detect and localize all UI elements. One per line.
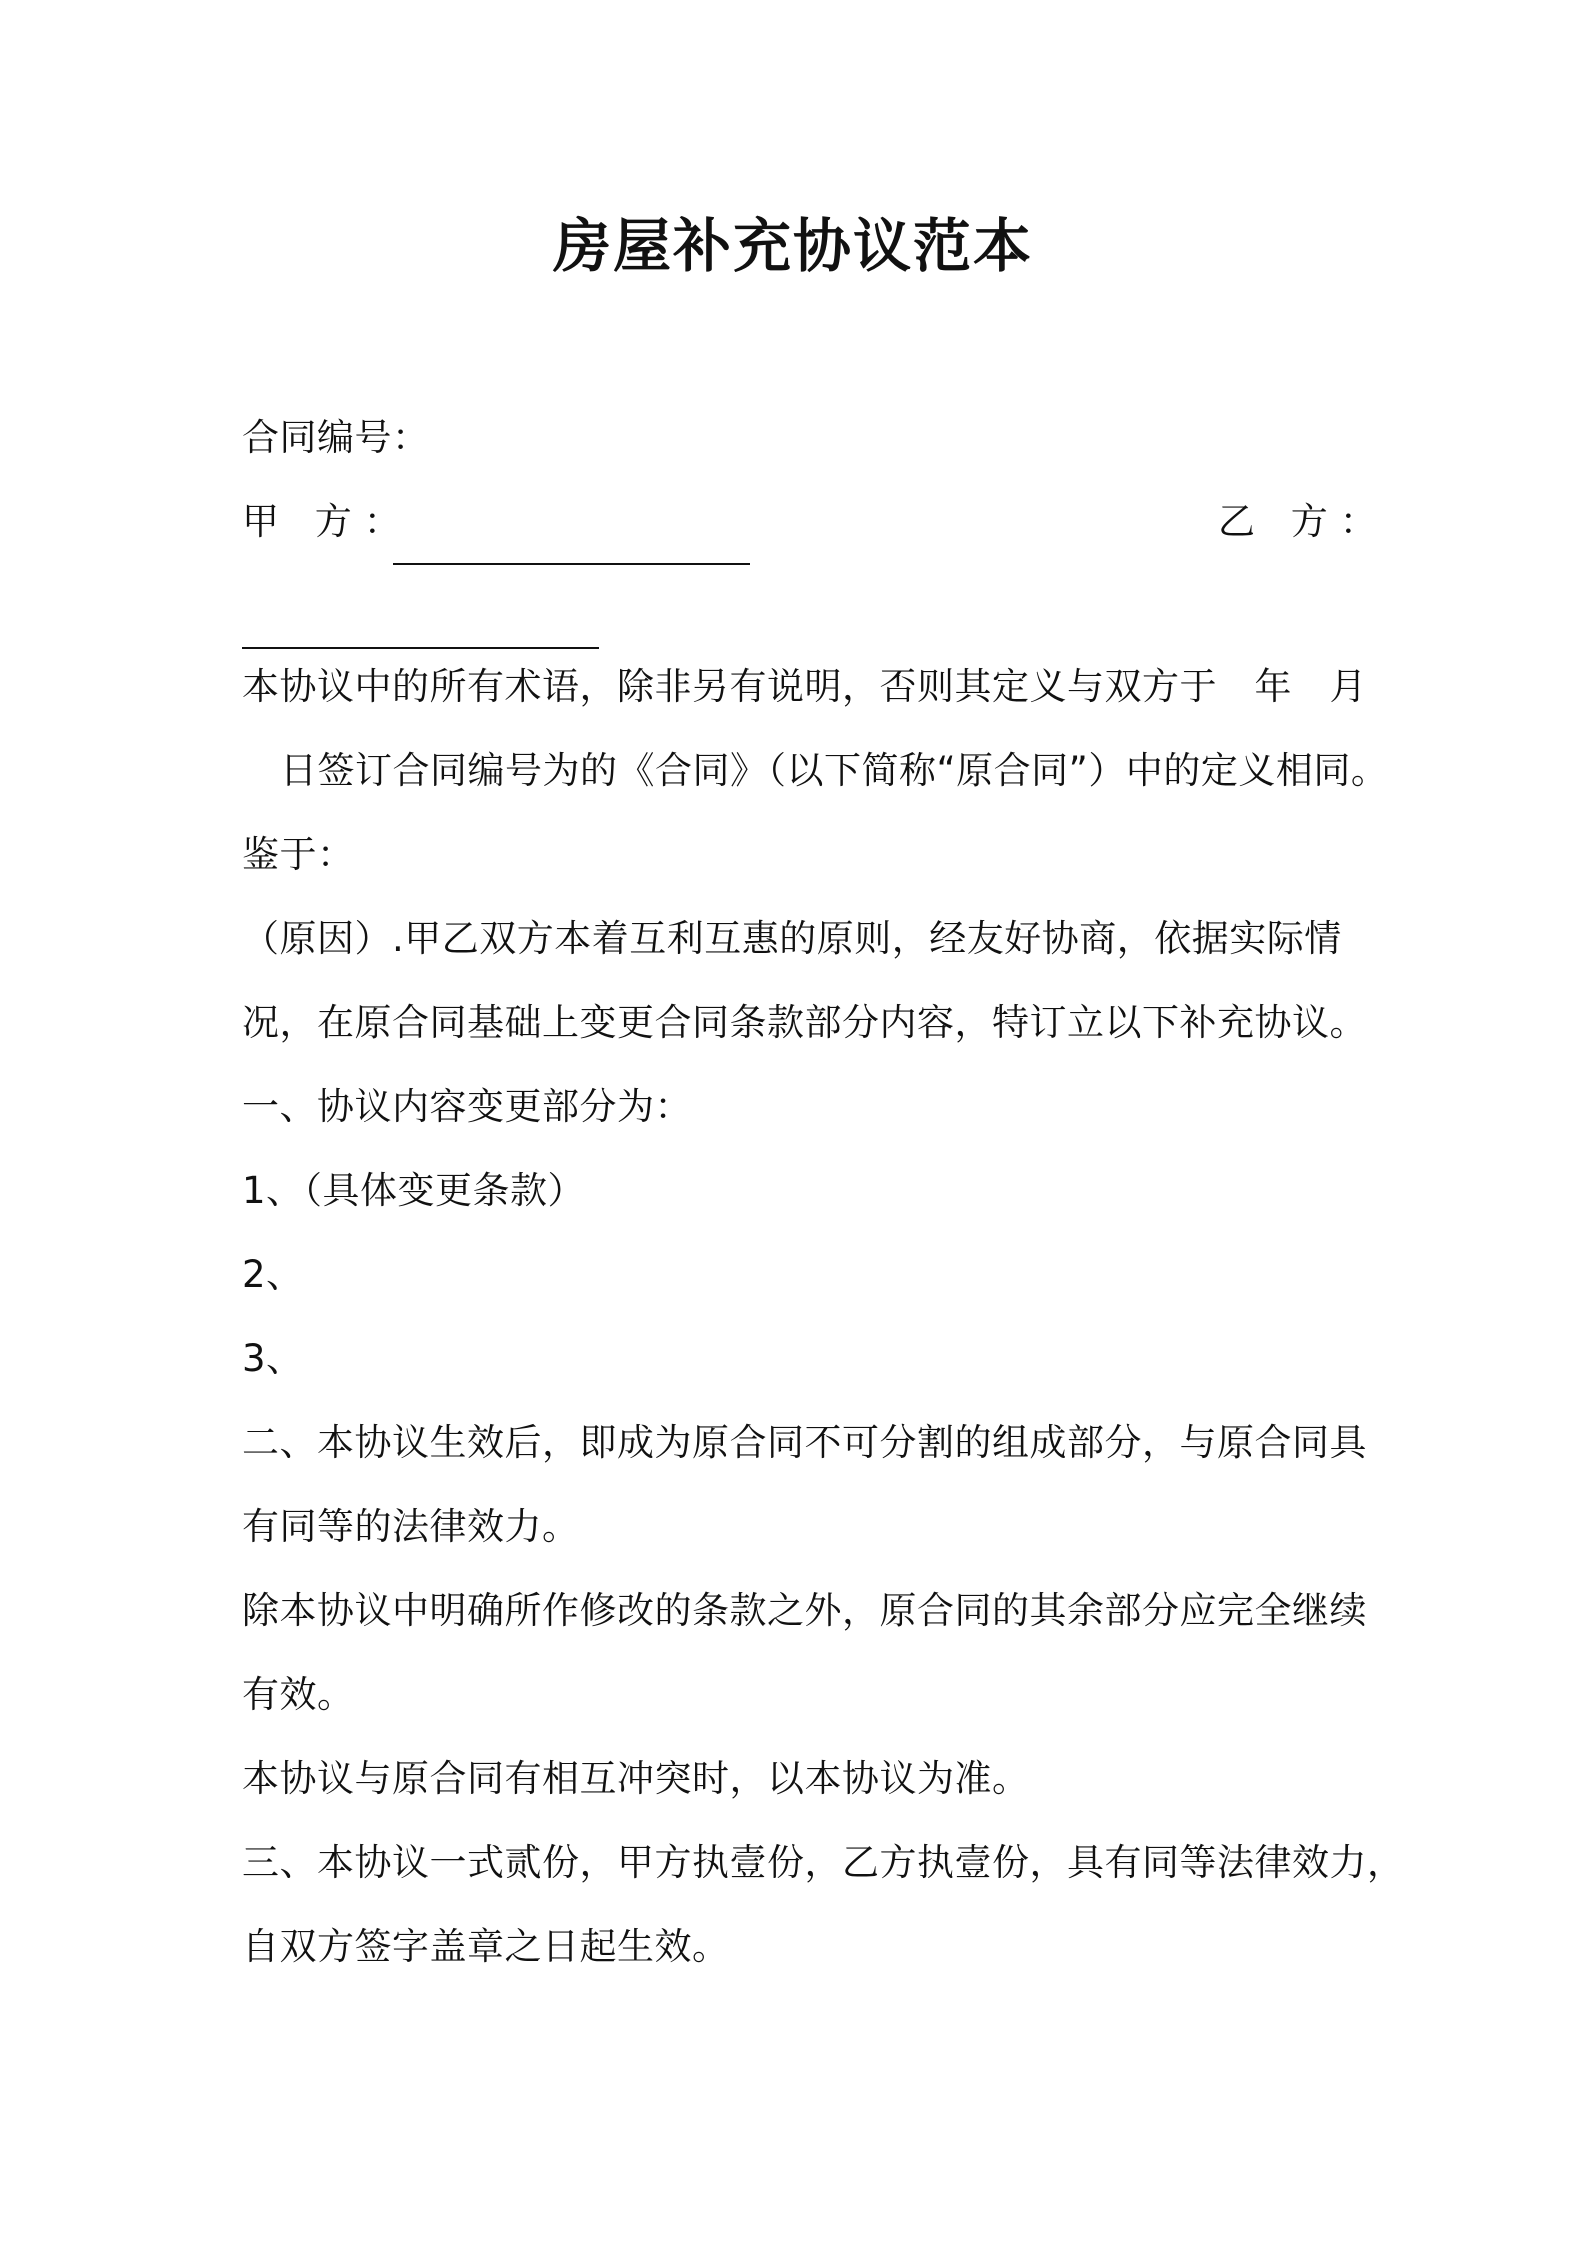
body-paragraph-line: 除本协议中明确所作修改的条款之外，原合同的其余部分应完全继续 [242, 1589, 1367, 1632]
body-paragraph-line: 本协议与原合同有相互冲突时，以本协议为准。 [242, 1757, 1030, 1800]
body-paragraph-line: 本协议中的所有术语，除非另有说明，否则其定义与双方于 年 月 [242, 665, 1367, 708]
party-a-label: 甲 方： [242, 500, 413, 543]
list-item: 3、 [242, 1337, 304, 1380]
section-heading: 一、协议内容变更部分为： [242, 1085, 692, 1128]
list-item: 2、 [242, 1253, 304, 1296]
section-heading: 二、本协议生效后，即成为原合同不可分割的组成部分，与原合同具 [242, 1421, 1367, 1464]
body-paragraph-line: 自双方签字盖章之日起生效。 [242, 1925, 730, 1968]
body-paragraph-line: 况，在原合同基础上变更合同条款部分内容，特订立以下补充协议。 [242, 1001, 1367, 1044]
list-item: 1、（具体变更条款） [242, 1169, 586, 1212]
party-a-blank-line [393, 527, 750, 565]
body-paragraph-line: 日签订合同编号为的《合同》（以下简称“原合同”）中的定义相同。 [280, 749, 1389, 792]
body-paragraph-line: 鉴于： [242, 833, 355, 876]
party-b-label: 乙 方： [1218, 500, 1389, 543]
body-paragraph-line: 有同等的法律效力。 [242, 1505, 580, 1548]
party-b-blank-line [242, 611, 599, 649]
body-paragraph-line: 有效。 [242, 1673, 355, 1716]
contract-number-label: 合同编号： [242, 416, 430, 459]
section-heading: 三、本协议一式贰份，甲方执壹份，乙方执壹份，具有同等法律效力， [242, 1841, 1405, 1884]
document-title: 房屋补充协议范本 [552, 212, 1033, 280]
body-paragraph-line: （原因）.甲乙双方本着互利互惠的原则，经友好协商，依据实际情 [242, 917, 1342, 960]
